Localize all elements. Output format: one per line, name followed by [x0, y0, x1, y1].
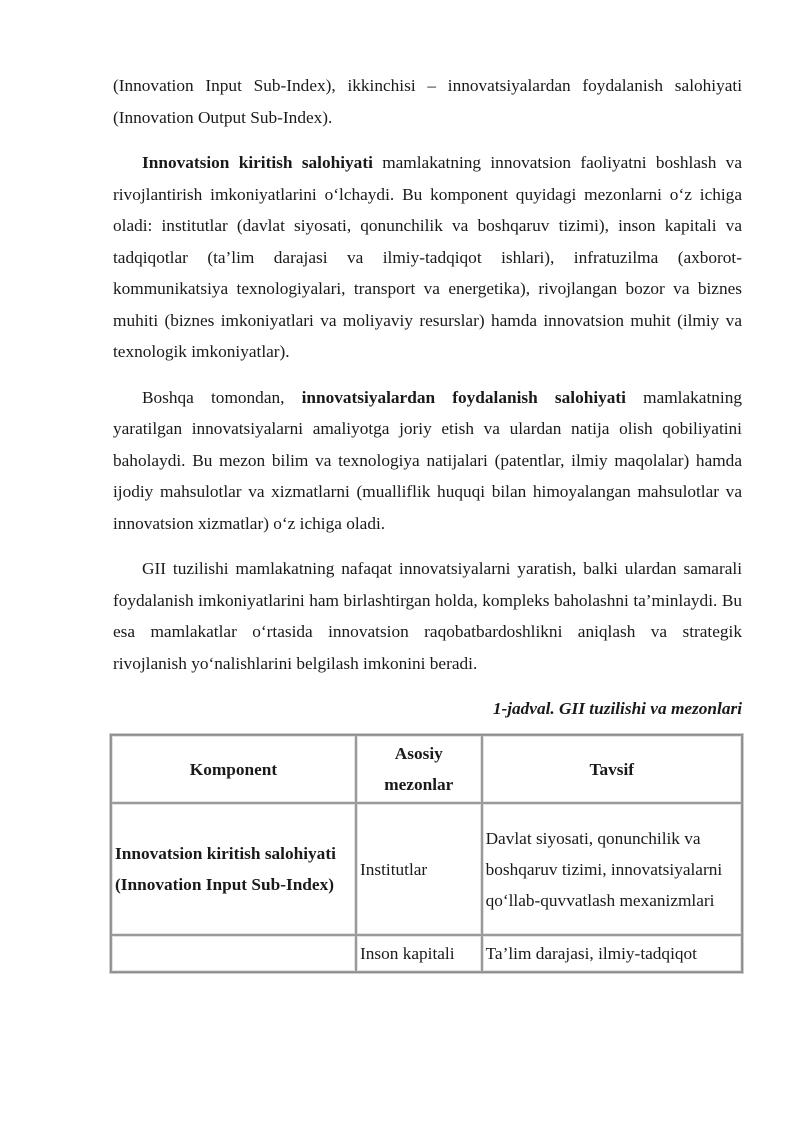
paragraph-2-body: mamlakatning yaratilgan innovatsiyalarni amaliyotga joriy etish va ulardan natija olish qobiliyatini baholaydi. Bu mezon bilim va texnologiya natijalari (patentlar, ilmiy maqolalar) hamda ijodiy mahsulotlar va xizmatlarni (mualliflik huquqi bilan himoyalangan mahsulotlar va innovatsion xizmatlar) o‘z ichiga oladi. — [113, 387, 742, 533]
paragraph-3: GII tuzilishi mamlakatning nafaqat innovatsiyalarni yaratish, balki ulardan samarali foydalanish imkoniyatlarini ham birlashtirgan holda, kompleks baholashni ta’minlaydi. Bu esa mamlakatlar o‘rtasida innovatsion raqobatbardoshlikni aniqlash va strategik rivojlanish yo‘nalishlarini belgilash imkonini beradi. — [113, 559, 742, 673]
header-description: Tavsif — [482, 735, 742, 803]
row-1-criteria: Institutlar — [356, 803, 482, 935]
paragraph-1-body: mamlakatning innovatsion faoliyatni boshlash va rivojlantirish imkoniyatlarini o‘lchaydi. Bu komponent quyidagi mezonlarni o‘z ichiga oladi: institutlar (davlat siyosati, qonunchilik va boshqaruv tizimi), inson kapitali va tadqiqotlar (ta’lim darajasi va ilmiy-tadqiqot ishlari), infratuzilma (axborot-kommunikatsiya texnologiyalari, transport va energetika), rivojlangan bozor va biznes muhiti (biznes imkoniyatlari va moliyaviy resurslar) hamda innovatsion muhit (ilmiy va texnologik imkoniyatlar). — [113, 153, 742, 361]
paragraph-2-term: innovatsiyalardan foydalanish salohiyati — [301, 387, 626, 407]
paragraph-2 — [113, 382, 742, 540]
row-1-description: Davlat siyosati, qonunchilik va boshqaruv tizimi, innovatsiyalarni qo‘llab-quvvatlash mexanizmlari — [482, 803, 742, 935]
header-component: Komponent — [111, 735, 356, 803]
header-criteria: Asosiy mezonlar — [356, 735, 482, 803]
table-header-row — [111, 735, 742, 803]
table-caption: 1-jadval. GII tuzilishi va mezonlari — [492, 699, 742, 718]
row-2-component — [111, 935, 356, 972]
row-1-component — [111, 803, 356, 935]
table-row — [111, 935, 742, 972]
paragraph-1-term: Innovatsion kiritish salohiyati — [142, 153, 373, 172]
paragraph-2-lead: Boshqa tomondan, — [142, 387, 302, 407]
table-row — [111, 803, 742, 935]
row-2-description: Ta’lim darajasi, ilmiy-tadqiqot — [482, 935, 742, 972]
row-1-component-text: Innovatsion kiritish salohiyati (Innovation Input Sub-Index) — [115, 844, 336, 894]
paragraph-0: (Innovation Input Sub-Index), ikkinchisi – innovatsiyalardan foydalanish salohiyati (Innovation Output Sub-Index). — [113, 76, 742, 127]
gii-structure-table — [110, 734, 743, 973]
paragraph-1 — [113, 147, 742, 368]
document-page — [113, 70, 742, 973]
row-2-criteria: Inson kapitali — [356, 935, 482, 972]
